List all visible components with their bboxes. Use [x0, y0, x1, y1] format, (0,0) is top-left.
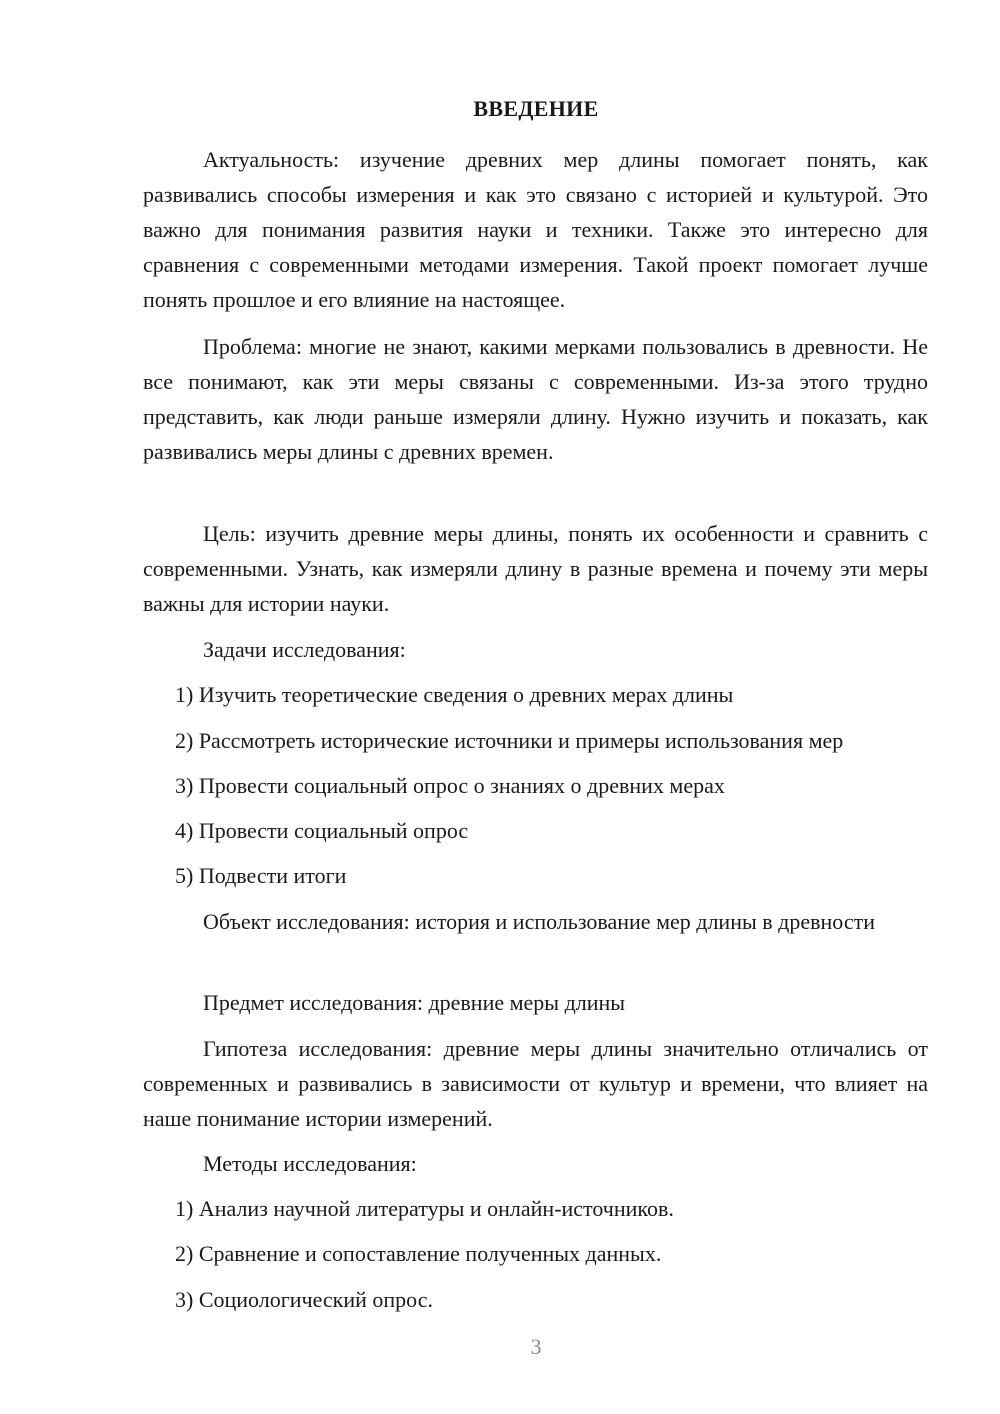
tasks-heading-block: [143, 632, 928, 667]
hypothesis-paragraph: Гипотеза исследования: древние меры длины значительно отличались от современных и развивались в зависимости от культур и времени, что влияет на наше понимание истории измерений.: [143, 1036, 928, 1131]
goal-block: [143, 516, 928, 621]
tasks-item-block: [143, 723, 928, 758]
object-block: [143, 904, 928, 939]
list-item: 3) Провести социальный опрос о знаниях о древних мерах: [175, 773, 725, 798]
methods-item-block: [143, 1191, 928, 1226]
list-item: 1) Изучить теоретические сведения о древних мерах длины: [175, 682, 734, 707]
tasks-item-block: [143, 813, 928, 848]
methods-item-block: [143, 1282, 928, 1317]
tasks-heading: Задачи исследования:: [203, 637, 406, 662]
goal-paragraph: Цель: изучить древние меры длины, понять их особенности и сравнить с современными. Узнать, как измеряли длину в разные времена и почему эти меры важны для истории науки.: [143, 521, 928, 616]
list-item: 2) Рассмотреть исторические источники и примеры использования мер: [175, 728, 844, 753]
relevance-block: [143, 142, 928, 317]
page-number: 3: [530, 1334, 542, 1359]
subject-block: [143, 985, 928, 1020]
methods-item-block: [143, 1236, 928, 1271]
list-item: 2) Сравнение и сопоставление полученных данных.: [175, 1241, 662, 1266]
problem-block: [143, 329, 928, 469]
subject-paragraph: Предмет исследования: древние меры длины: [203, 990, 626, 1015]
methods-heading: Методы исследования:: [203, 1151, 417, 1176]
list-item: 1) Анализ научной литературы и онлайн-источников.: [175, 1196, 674, 1221]
tasks-item-block: [143, 768, 928, 803]
page-title: ВВЕДЕНИЕ: [473, 96, 599, 121]
list-item: 4) Провести социальный опрос: [175, 818, 469, 843]
tasks-item-block: [143, 858, 928, 893]
methods-heading-block: [143, 1146, 928, 1181]
relevance-paragraph: Актуальность: изучение древних мер длины помогает понять, как развивались способы измерения и как это связано с историей и культурой. Это важно для понимания развития науки и техники. Также это интересно для сравнения с современными методами измерения. Такой проект помогает лучше понять прошлое и его влияние на настоящее.: [143, 147, 928, 312]
object-paragraph: Объект исследования: история и использование мер длины в древности: [203, 909, 875, 934]
list-item: 5) Подвести итоги: [175, 863, 347, 888]
hypothesis-block: [143, 1031, 928, 1136]
tasks-item-block: [143, 677, 928, 712]
problem-paragraph: Проблема: многие не знают, какими мерками пользовались в древности. Не все понимают, как эти меры связаны с современными. Из-за этого трудно представить, как люди раньше измеряли длину. Нужно изучить и показать, как развивались меры длины с древних времен.: [143, 334, 928, 464]
list-item: 3) Социологический опрос.: [175, 1287, 433, 1312]
